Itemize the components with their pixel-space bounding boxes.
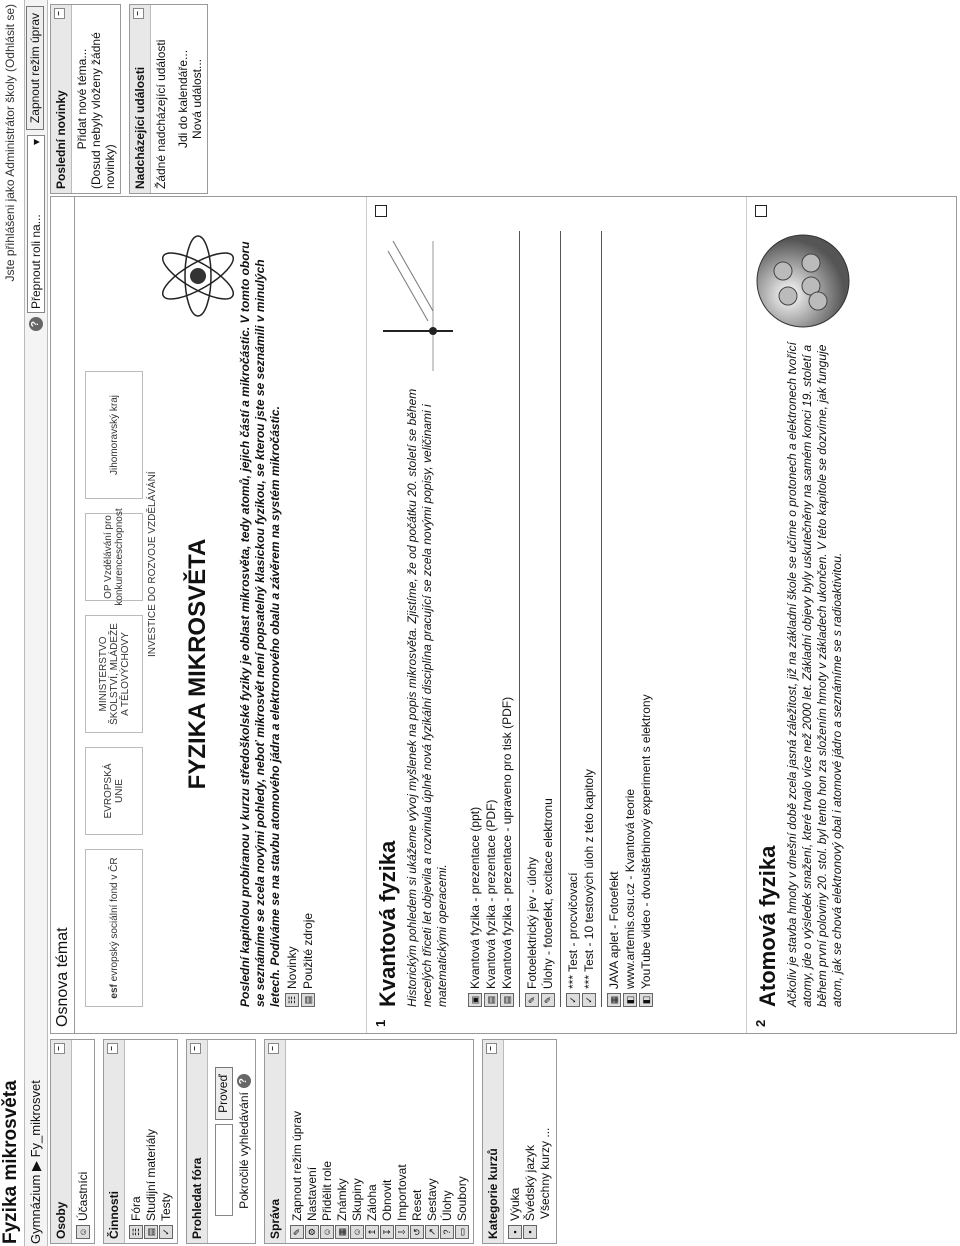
resource-group [602, 231, 658, 1007]
resource-label: Použité zdroje [301, 912, 315, 989]
folder-icon: ▪ [508, 1225, 522, 1239]
link-icon: ◧ [623, 993, 637, 1007]
intro-text: Poslední kapitolou probíranou v kurzu středoškolské fyziky je oblast mikrosvěta, tedy atomů, jejich částí a mikročástic. V tomto oboru se seznámíme se zcela novými pohledy, neboť mikrosvět není popsatelný klasickou fyzikou, se kterou jste se seznámili v minulých letech. Podíváme se na stavbu atomového jádra a elektronového obalu a závěrem na systém mikročástic. [238, 241, 282, 1007]
folder-icon: ▪ [523, 1225, 537, 1239]
role-switcher [27, 135, 45, 331]
link-icon: ◧ [639, 993, 653, 1007]
section-title: Atomová fyzika [755, 845, 780, 1007]
section-summary: Ačkoliv je stavba hmoty v dnešní době zcela jasná záležitost, již na základní škole se učíme o protonech a elektronech tvořící atomy, jde o výsledek snažení, které trvalo více než 2000 let. Základní objevy byly uskutečněny na samém konci 19. století a během první poloviny 20. stol. byl tento hon za složením hmoty v základech ukončen. V této kapitole se dozvíme, jak funguje atom, jak se chová elektronový obal i atomové jádro a seznámíme se s radioaktivitou. [785, 341, 844, 1007]
category-item[interactable] [523, 1044, 537, 1239]
new-event-link[interactable]: Nová událost... [190, 58, 204, 140]
site-title: Fyzika mikrosvěta [0, 1080, 21, 1244]
admin-label: Obnovit [380, 1179, 394, 1221]
applet-icon: ▦ [607, 993, 621, 1007]
resource-item[interactable] [566, 231, 580, 1007]
collapse-icon[interactable]: − [486, 1043, 497, 1054]
op-logo [85, 508, 143, 606]
turn-editing-on-button[interactable]: Zapnout režim úprav [26, 6, 44, 130]
questions-icon: ? [440, 1225, 454, 1239]
block-admin-title [265, 1040, 286, 1243]
resource-group [561, 231, 602, 1007]
chevron-down-icon: ▾ [29, 139, 43, 146]
resource-group [520, 231, 561, 1007]
section-number: 2 [753, 1019, 768, 1027]
admin-item[interactable] [425, 1044, 439, 1239]
navbar [24, 0, 48, 1246]
all-courses-label: Všechny kurzy ... [538, 1127, 552, 1219]
section-summary: Historickým pohledem si ukážeme vývoj myšlenek na popis mikrosvěta. Zjistíme, že od počátku 20. století se během necelých třiceti let objevila a rozvinula úplně nová fyzikální disciplína pracující se zcela novými popisy, veličinami i matematickými operacemi. [405, 388, 449, 1007]
forum-icon: ☷ [285, 993, 299, 1007]
admin-label: Soubory [455, 1176, 469, 1221]
msmt-logo [85, 615, 143, 733]
resource-icon: ▤ [144, 1225, 158, 1239]
admin-label: Reset [410, 1189, 424, 1221]
advanced-search-link[interactable] [237, 1044, 251, 1239]
resource-label: Úlohy - fotoefekt, excitace elektronu [541, 798, 555, 989]
activity-label: Fóra [129, 1196, 143, 1221]
admin-item[interactable] [290, 1044, 304, 1239]
advanced-search-label: Pokročilé vyhledávání [237, 1092, 251, 1209]
nucleus-icon [753, 231, 853, 331]
section-2 [747, 197, 859, 1033]
admin-item[interactable] [365, 1044, 379, 1239]
admin-label: Skupiny [350, 1178, 364, 1221]
activity-quizzes[interactable] [159, 1044, 173, 1239]
energy-diagram-icon [373, 231, 463, 381]
grades-icon: ▦ [335, 1225, 349, 1239]
block-title-text: Osoby [54, 1201, 68, 1239]
invest-slogan: INVESTICE DO ROZVOJE VZDĚLÁVÁNÍ [147, 471, 158, 657]
eu-logo [85, 747, 143, 835]
collapse-icon[interactable]: − [268, 1043, 279, 1054]
admin-label: Zapnout režim úprav [290, 1110, 304, 1221]
resource-group [463, 231, 520, 1007]
breadcrumb[interactable]: Gymnázium ▶ Fy_mikrosvet [28, 1080, 43, 1244]
header [0, 0, 24, 1246]
admin-item[interactable] [320, 1044, 334, 1239]
all-courses-link[interactable] [538, 1044, 552, 1239]
reports-icon: ↗ [425, 1225, 439, 1239]
page-icon: ▤ [301, 993, 315, 1007]
resource-item[interactable] [623, 231, 637, 1007]
reset-icon: ↺ [410, 1225, 424, 1239]
outline-title: Osnova témat [51, 197, 75, 1033]
category-item[interactable] [508, 1044, 522, 1239]
resource-item[interactable] [582, 231, 596, 1007]
sources-link[interactable] [301, 231, 315, 1007]
block-activities [103, 1039, 178, 1244]
collapse-icon[interactable]: − [133, 8, 144, 19]
resource-item[interactable] [607, 231, 621, 1007]
resource-label: YouTube video - dvouštěrbinový experiment s elektrony [639, 694, 653, 989]
admin-item[interactable] [410, 1044, 424, 1239]
category-label: Švédský jazyk [523, 1144, 537, 1221]
block-people-title [51, 1040, 72, 1243]
intro-heading: FYZIKA MIKROSVĚTA [184, 538, 211, 790]
activity-forums[interactable] [129, 1044, 143, 1239]
block-title-text: Kategorie kurzů [486, 1148, 500, 1239]
course-outline [50, 196, 957, 1034]
resource-label: JAVA aplet - Fotoefekt [607, 871, 621, 989]
block-administration [264, 1039, 474, 1244]
block-title-text: Správa [268, 1198, 282, 1239]
kraj-logo [85, 371, 143, 499]
edit-icon: ✎ [290, 1225, 304, 1239]
files-icon: ▭ [455, 1225, 469, 1239]
block-activities-title [104, 1040, 125, 1243]
admin-label: Záloha [365, 1184, 379, 1221]
quiz-icon: ✓ [566, 993, 580, 1007]
activity-label: Testy [159, 1192, 173, 1221]
section-title: Kvantová fyzika [375, 840, 400, 1007]
roles-icon: ☺ [320, 1225, 334, 1239]
admin-label: Přidělit role [320, 1160, 334, 1221]
import-icon: ⇩ [395, 1225, 409, 1239]
esf-logo-text: evropský sociální fond v ČR [108, 857, 120, 982]
right-column [50, 4, 216, 194]
groups-icon: ☺ [350, 1225, 364, 1239]
no-events-text: Žádné nadcházející události [154, 39, 168, 189]
block-title-text: Prohledat fóra [190, 1157, 204, 1239]
resource-label: Kvantová fyzika - prezentace - upraveno pro tisk (PDF) [500, 696, 514, 989]
go-to-calendar-link[interactable]: Jdi do kalendáře... [176, 49, 190, 149]
resource-item[interactable] [639, 231, 653, 1007]
msmt-logo-text: MINISTERSTVO ŠKOLSTVÍ, MLÁDEŽE A TĚLOVÝCHOVY [97, 623, 131, 725]
block-title-text: Nadcházející události [133, 66, 147, 189]
block-news-title [51, 5, 72, 193]
resource-label: www.artemis.osu.cz - Kvantová teorie [623, 788, 637, 989]
esf-logo: esf evropský sociální fond v ČR [85, 849, 143, 1007]
admin-item[interactable] [380, 1044, 394, 1239]
admin-item[interactable] [335, 1044, 349, 1239]
login-info[interactable]: Jste přihlášeni jako Administrátor školy (Odhlásit se) [3, 4, 17, 282]
op-logo-text: OP Vzdělávání pro konkurenceschopnost [103, 508, 125, 606]
block-events-title [130, 5, 151, 193]
activity-resources[interactable] [144, 1044, 158, 1239]
collapse-icon[interactable]: − [190, 1043, 201, 1054]
admin-item[interactable] [305, 1044, 319, 1239]
quiz-icon: ✓ [159, 1225, 173, 1239]
section-1 [367, 197, 747, 1033]
resource-label: Kvantová fyzika - prezentace (PDF) [484, 799, 498, 989]
atom-icon [158, 231, 238, 321]
block-search-forums [186, 1039, 256, 1244]
resource-label: Kvantová fyzika - prezentace (ppt) [468, 806, 482, 989]
block-upcoming-events [129, 4, 208, 194]
left-column [50, 1039, 565, 1244]
assignment-icon: ✎ [541, 993, 555, 1007]
admin-label: Nastavení [305, 1166, 319, 1221]
news-forum-link[interactable] [285, 231, 299, 1007]
section-intro [75, 197, 367, 1033]
sponsor-logos [85, 231, 143, 1007]
admin-item[interactable] [455, 1044, 469, 1239]
users-icon: ☺ [76, 1225, 90, 1239]
section-number: 1 [373, 1019, 388, 1027]
collapse-icon[interactable]: − [54, 1043, 65, 1054]
resource-item[interactable] [484, 231, 498, 1007]
no-news-text: (Dosud nebyly vloženy žádné novinky) [89, 32, 117, 189]
search-button[interactable]: Proveď [215, 1067, 233, 1120]
pdf-icon: ▤ [500, 993, 514, 1007]
resource-label: *** Test - 10 testových úloh z této kapitoly [582, 769, 596, 989]
admin-item[interactable] [395, 1044, 409, 1239]
participants-label: Účastníci [76, 1171, 90, 1221]
quiz-icon: ✓ [582, 993, 596, 1007]
switch-role-label: Přepnout roli na... [29, 214, 43, 309]
activity-label: Studijní materiály [144, 1128, 158, 1221]
resource-label: Novinky [285, 946, 299, 989]
participants-link[interactable] [76, 1044, 90, 1239]
collapse-icon[interactable]: − [54, 8, 65, 19]
section-toggle[interactable] [755, 205, 767, 217]
help-icon[interactable]: ? [29, 317, 43, 331]
kraj-logo-text: Jihomoravský kraj [108, 394, 120, 476]
block-title-text: Činnosti [107, 1191, 121, 1239]
eu-logo-text: EVROPSKÁ UNIE [103, 763, 125, 819]
add-news-link[interactable]: Přidat nové téma... [75, 48, 89, 150]
restore-icon: ↧ [380, 1225, 394, 1239]
section-toggle[interactable] [375, 205, 387, 217]
block-people [50, 1039, 95, 1244]
resource-item[interactable] [500, 231, 514, 1007]
resource-label: *** Test - procvičovací [566, 872, 580, 989]
admin-list [286, 1040, 473, 1243]
admin-label: Sestavy [425, 1178, 439, 1221]
category-label: Výuka [508, 1187, 522, 1221]
admin-item[interactable] [350, 1044, 364, 1239]
block-course-categories [482, 1039, 557, 1244]
presentation-icon: ▣ [468, 993, 482, 1007]
admin-item[interactable] [440, 1044, 454, 1239]
backup-icon: ↥ [365, 1225, 379, 1239]
pdf-icon: ▤ [484, 993, 498, 1007]
admin-label: Importovat [395, 1164, 409, 1221]
settings-icon: ⚙ [305, 1225, 319, 1239]
collapse-icon[interactable]: − [107, 1043, 118, 1054]
admin-label: Známky [335, 1178, 349, 1221]
block-title-text: Poslední novinky [54, 90, 68, 189]
search-input[interactable] [215, 1124, 233, 1216]
block-latest-news [50, 4, 121, 194]
assignment-icon: ✎ [525, 993, 539, 1007]
resource-item[interactable] [468, 231, 482, 1007]
help-icon[interactable]: ? [237, 1074, 251, 1088]
resource-item[interactable] [541, 231, 555, 1007]
block-categories-title [483, 1040, 504, 1243]
resource-item[interactable] [525, 231, 539, 1007]
resource-label: Fotoelektrický jev - úlohy [525, 856, 539, 989]
switch-role-select[interactable] [27, 135, 45, 313]
block-search-title [187, 1040, 208, 1243]
forum-icon: ☷ [129, 1225, 143, 1239]
admin-label: Úlohy [440, 1190, 454, 1221]
